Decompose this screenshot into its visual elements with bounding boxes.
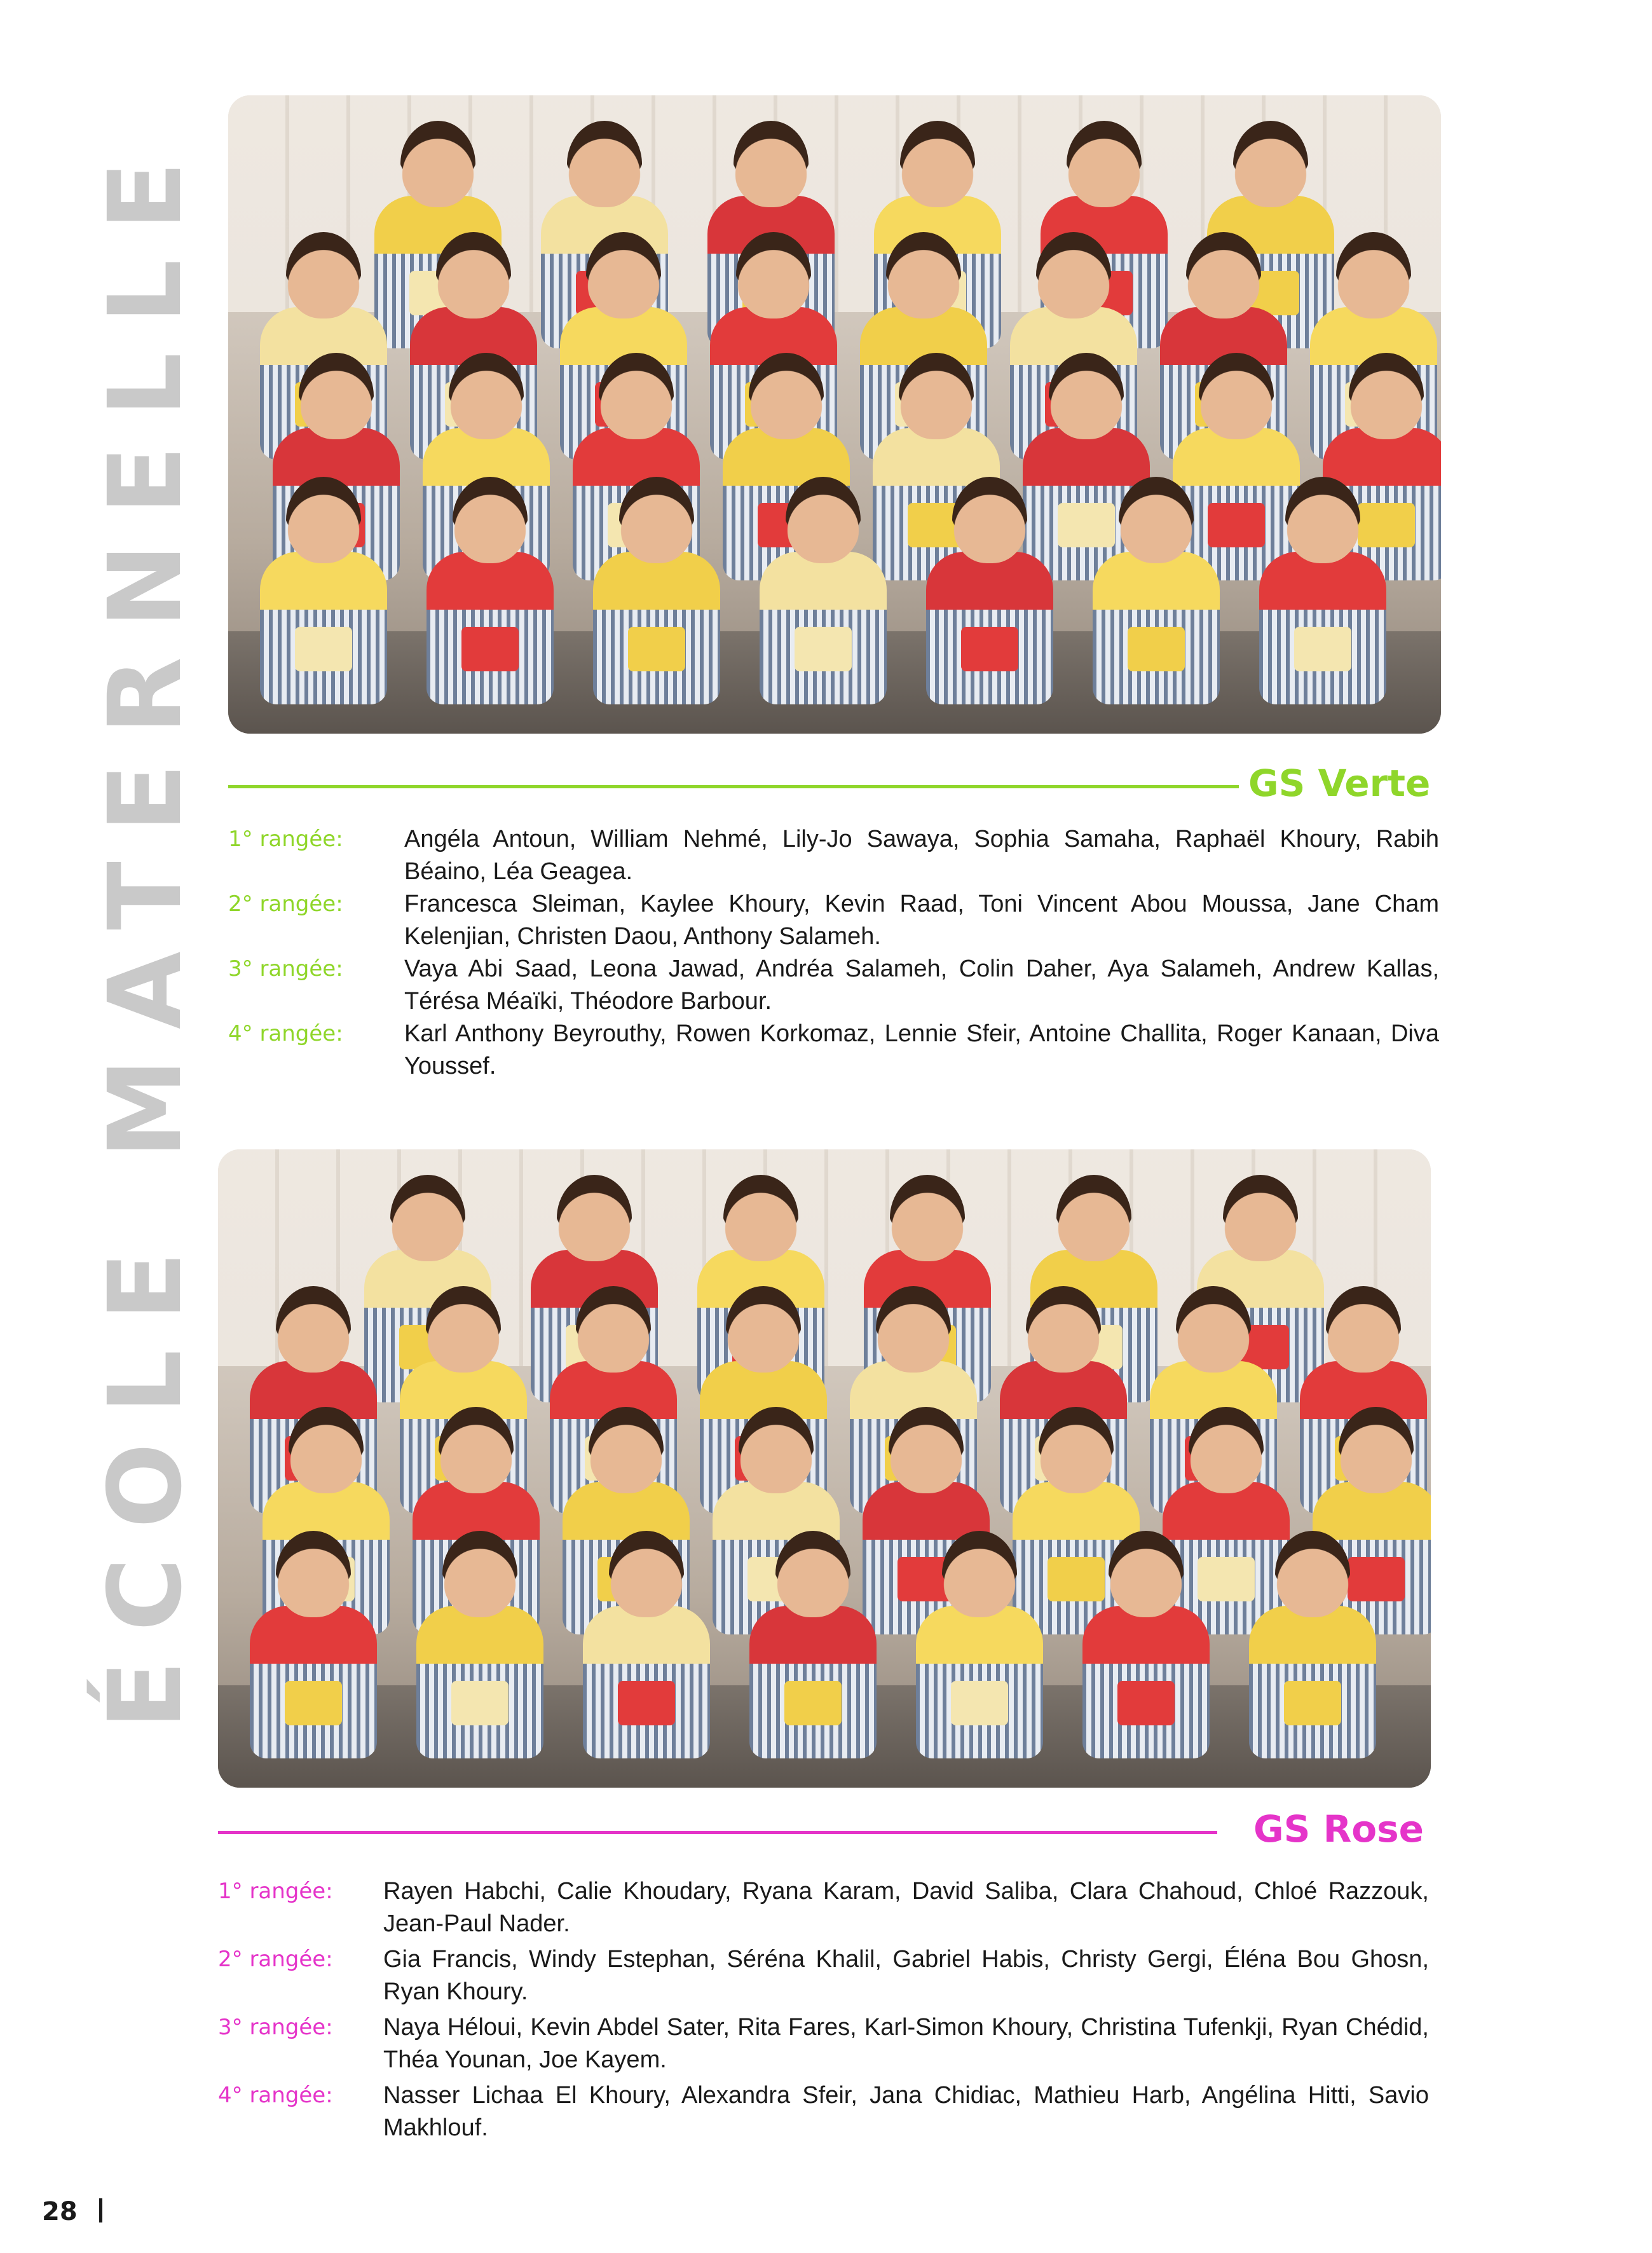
group-title-gs-rose: GS Rose — [1253, 1807, 1424, 1851]
child-head — [749, 353, 824, 439]
section-side-title: ÉCOLE MATERNELLE — [87, 132, 204, 1729]
child-head — [400, 121, 475, 207]
child-head — [426, 1286, 501, 1373]
child-head — [889, 1407, 964, 1493]
child-head — [899, 353, 974, 439]
child-head — [739, 1407, 814, 1493]
child-smock — [916, 1606, 1043, 1758]
child-head — [734, 121, 809, 207]
row-names: Francesca Sleiman, Kaylee Khoury, Kevin Raad, Toni Vincent Abou Moussa, Jane Cham Kelenjian, Christen Daou, Anthony Salameh. — [404, 891, 1439, 950]
child-figure — [760, 477, 887, 706]
child-head — [786, 477, 861, 563]
child-head — [1186, 232, 1261, 318]
child-head — [1109, 1531, 1184, 1617]
child-head — [1336, 232, 1411, 318]
child-head — [1349, 353, 1424, 439]
class-photo-gs-verte — [228, 95, 1441, 734]
row-names: Nasser Lichaa El Khoury, Alexandra Sfeir, Jana Chidiac, Mathieu Harb, Angélina Hitti, Savio Makhlouf. — [383, 2082, 1429, 2141]
child-figure — [749, 1531, 877, 1760]
class-photo-gs-rose — [218, 1149, 1431, 1788]
child-head — [557, 1175, 632, 1261]
child-head — [723, 1175, 798, 1261]
child-head — [1176, 1286, 1251, 1373]
child-smock — [1082, 1606, 1210, 1758]
child-smock — [1259, 552, 1386, 704]
child-smock — [583, 1606, 710, 1758]
row-label: 1° rangée: — [218, 1879, 333, 1904]
child-head — [1233, 121, 1308, 207]
child-head — [1119, 477, 1194, 563]
child-head — [890, 1175, 965, 1261]
child-figure — [1259, 477, 1386, 706]
child-head — [1339, 1407, 1414, 1493]
row-names: Angéla Antoun, William Nehmé, Lily-Jo Sawaya, Sophia Samaha, Raphaël Khoury, Rabih Béaino, Léa Geagea. — [404, 826, 1439, 885]
child-smock — [593, 552, 720, 704]
footer-divider — [99, 2198, 102, 2222]
child-head — [567, 121, 642, 207]
child-figure — [250, 1531, 377, 1760]
child-figure — [416, 1531, 543, 1760]
child-head — [276, 1531, 351, 1617]
child-smock — [749, 1606, 877, 1758]
child-figure — [593, 477, 720, 706]
child-head — [619, 477, 694, 563]
child-smock — [260, 552, 387, 704]
child-head — [576, 1286, 651, 1373]
child-head — [299, 353, 374, 439]
child-head — [286, 477, 361, 563]
child-head — [286, 232, 361, 318]
child-smock — [1093, 552, 1220, 704]
child-head — [1067, 121, 1142, 207]
child-head — [1026, 1286, 1101, 1373]
child-head — [1049, 353, 1124, 439]
child-head — [736, 232, 811, 318]
child-head — [609, 1531, 684, 1617]
child-head — [775, 1531, 850, 1617]
row-names: Gia Francis, Windy Estephan, Séréna Khalil, Gabriel Habis, Christy Gergi, Éléna Bou Ghosn, Ryan Khoury. — [383, 1946, 1429, 2005]
child-head — [453, 477, 528, 563]
child-head — [1223, 1175, 1298, 1261]
group-rule-gs-verte — [228, 785, 1239, 788]
group-title-gs-verte: GS Verte — [1248, 762, 1431, 805]
child-figure — [1082, 1531, 1210, 1760]
child-head — [900, 121, 975, 207]
page-footer — [42, 2197, 102, 2226]
child-figure — [583, 1531, 710, 1760]
child-smock — [760, 552, 887, 704]
child-figure — [916, 1531, 1043, 1760]
child-head — [1036, 232, 1111, 318]
row-names: Rayen Habchi, Calie Khoudary, Ryana Karam, David Saliba, Clara Chahoud, Chloé Razzouk, Jean-Paul Nader. — [383, 1878, 1429, 1937]
child-head — [436, 232, 511, 318]
row-label: 3° rangée: — [218, 2015, 333, 2040]
child-smock — [427, 552, 554, 704]
child-smock — [1249, 1606, 1376, 1758]
child-head — [1285, 477, 1360, 563]
child-figure — [260, 477, 387, 706]
child-figure — [1249, 1531, 1376, 1760]
child-figure — [926, 477, 1053, 706]
child-head — [1189, 1407, 1264, 1493]
child-smock — [416, 1606, 543, 1758]
child-head — [876, 1286, 951, 1373]
child-head — [1275, 1531, 1350, 1617]
row-label: 1° rangée: — [228, 826, 343, 852]
child-head — [1199, 353, 1274, 439]
child-head — [942, 1531, 1017, 1617]
row-names: Karl Anthony Beyrouthy, Rowen Korkomaz, Lennie Sfeir, Antoine Challita, Roger Kanaan, Diva Youssef. — [404, 1020, 1439, 1079]
child-head — [952, 477, 1027, 563]
row-label: 2° rangée: — [218, 1947, 333, 1972]
row-label: 3° rangée: — [228, 956, 343, 982]
child-head — [1039, 1407, 1114, 1493]
child-smock — [250, 1606, 377, 1758]
child-figure — [427, 477, 554, 706]
child-head — [589, 1407, 664, 1493]
child-head — [442, 1531, 517, 1617]
child-head — [886, 232, 961, 318]
child-head — [449, 353, 524, 439]
child-head — [1056, 1175, 1131, 1261]
child-head — [289, 1407, 364, 1493]
row-label: 4° rangée: — [218, 2083, 333, 2108]
page-number: 28 — [42, 2197, 78, 2226]
row-names: Naya Héloui, Kevin Abdel Sater, Rita Fares, Karl-Simon Khoury, Christina Tufenkji, Ryan Chédid, Théa Younan, Joe Kayem. — [383, 2014, 1429, 2073]
child-head — [726, 1286, 801, 1373]
row-label: 4° rangée: — [228, 1021, 343, 1046]
child-head — [390, 1175, 465, 1261]
child-head — [1326, 1286, 1401, 1373]
child-head — [586, 232, 661, 318]
child-figure — [1093, 477, 1220, 706]
row-names: Vaya Abi Saad, Leona Jawad, Andréa Salameh, Colin Daher, Aya Salameh, Andrew Kallas, Térésa Méaïki, Théodore Barbour. — [404, 955, 1439, 1015]
child-head — [276, 1286, 351, 1373]
child-head — [439, 1407, 514, 1493]
row-label: 2° rangée: — [228, 891, 343, 917]
child-head — [599, 353, 674, 439]
child-smock — [926, 552, 1053, 704]
group-rule-gs-rose — [218, 1831, 1217, 1834]
